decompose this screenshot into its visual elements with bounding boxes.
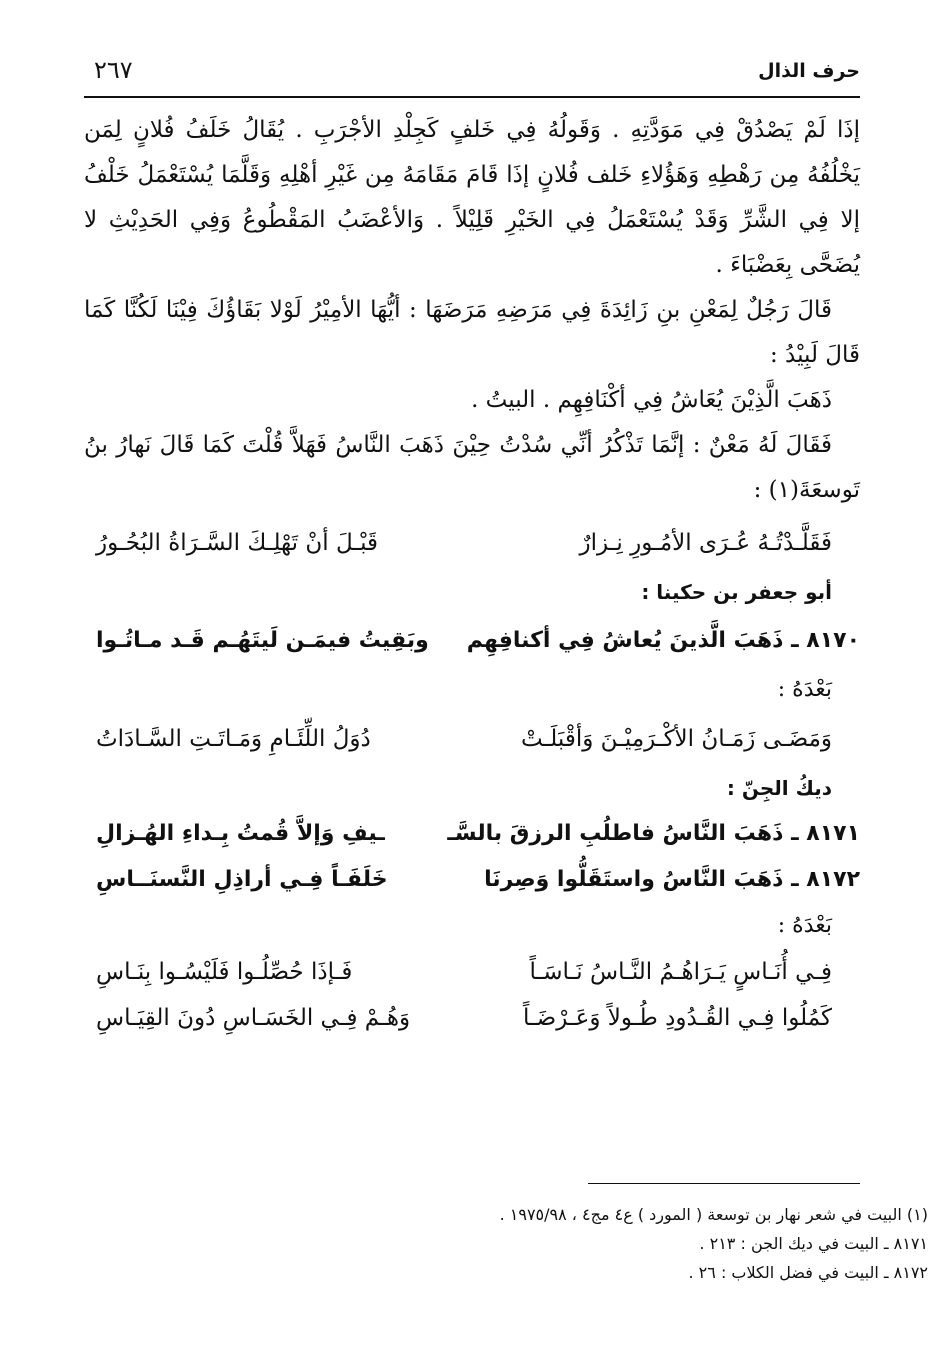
- footnote: ٨١٧٢ ـ البيت في فضل الكلاب : ٢٦ .: [688, 1263, 928, 1282]
- verse-first-hemistich: فَقَلَّـدْتُـهُ عُـرَى الأمُـورِ نِـزارٌ: [579, 530, 832, 556]
- verse-second-hemistich: قَبْـلَ أنْ تَهْلِـكَ السَّـرَاةُ البُحُـورُ: [96, 530, 379, 556]
- page-header: [84, 44, 860, 92]
- verse-second-hemistich: دُوَلُ اللِّئَـامِ وَمَـاتَـتِ السَّـادَاتُ: [96, 726, 371, 752]
- quoted-hemistich: ذَهَبَ الَّذِيْنَ يُعَاشُ فِي أكْنَافِهِم . البيتُ .: [471, 387, 832, 413]
- poet-name: أبو جعفر بن حكينا :: [641, 580, 832, 604]
- verse-first-hemistich: ٨١٧٠ ـ ذَهَبَ الَّذينَ يُعاشُ فِي أكنافِهِم: [466, 628, 860, 653]
- after-label: بَعْدَهُ :: [777, 677, 832, 702]
- footnote: ٨١٧١ ـ البيت في ديك الجن : ٢١٣ .: [699, 1234, 928, 1253]
- after-label: بَعْدَهُ :: [777, 913, 832, 938]
- footnote: (١) البيت في شعر نهار بن توسعة ( المورد ) ع٤ مج٤ ، ١٩٧٥/٩٨ .: [499, 1205, 928, 1224]
- main-text: [84, 108, 860, 1041]
- book-page: [84, 44, 860, 1031]
- verse-first-hemistich: ٨١٧٢ ـ ذَهَبَ النَّاسُ واستَقَلُّوا وَصِرنَا: [484, 867, 860, 892]
- verse-line: [84, 811, 860, 857]
- verse-second-hemistich: فَـإذَا حُصِّلُـوا فَلَيْسُـوا بِنَـاسِ: [96, 959, 353, 985]
- paragraph: فَقَالَ لَهُ مَعْنٌ : إنَّمَا تَذْكُرُ أنِّي سُدْتُ حِيْنَ ذَهَبَ النَّاسُ فَهَلاَّ قُلْتَ كَمَا قَالَ نَهارُ بنُ تَوسعَةَ(١) :: [84, 432, 860, 503]
- verse-first-hemistich: كَمُلُوا فِـي القُـدُودِ طُـولاً وَعَـرْضَـاً: [522, 1005, 832, 1031]
- paragraph: قَالَ رَجُلٌ لِمَعْنِ بنِ زَائِدَةَ فِي مَرَضِهِ مَرَضَهَا : أيُّهَا الأمِيْرُ لَوْلا بَقَاؤُكَ فِيْنَا لَكُنَّا كَمَا قَالَ لَبِيْدُ :: [84, 297, 860, 368]
- verse-line: [84, 995, 860, 1041]
- verse-line: [84, 713, 860, 765]
- verse-line: [84, 949, 860, 995]
- verse-line: [84, 513, 860, 569]
- verse-first-hemistich: فِـي أُنَـاسٍ يَـرَاهُـمُ النَّـاسُ نَـاسَـاً: [529, 959, 832, 985]
- verse-line: [84, 615, 860, 667]
- chapter-title: حرف الذال: [758, 60, 860, 82]
- footnote-rule: [588, 1183, 860, 1184]
- verse-second-hemistich: خَلَفَـاً فِـي أراذِلِ النَّسنَــاسِ: [96, 867, 388, 892]
- header-rule: [84, 96, 860, 98]
- verse-first-hemistich: ٨١٧١ ـ ذَهَبَ النَّاسُ فاطلُبِ الرزقَ بالسَّـ: [447, 821, 860, 846]
- footnotes: [500, 1200, 928, 1287]
- page-number: ٢٦٧: [94, 56, 133, 84]
- paragraph: إذَا لَمْ يَصْدُقْ فِي مَوَدَّتِهِ . وَقَولُهُ فِي خَلفٍ كَجِلْدِ الأجْرَبِ . يُقَالُ خَلَفُ فُلانٍ لِمَن يَخْلُفُهُ مِن رَهْطِهِ وَهَؤُلاءِ خَلف فُلانٍ إذَا قَامَ مَقَامَهُ مِن غَيْرِ أهْلِهِ وَقَلَّمَا يُسْتَعْمَلُ خَلْفُ إلا فِي الشَّرِّ وَقَدْ يُسْتَعْمَلُ فِي الخَيْرِ قَلِيْلاً . وَالأعْضَبُ المَقْطُوعُ وَفِي الحَدِيْثِ لا يُضَحَّى بِعَضْبَاءَ .: [84, 117, 860, 278]
- verse-first-hemistich: وَمَضَـى زَمَـانُ الأكْـرَمِيْـنَ وَأقْبَلَـتْ: [520, 726, 832, 752]
- verse-second-hemistich: ـيفِ وَإلاَّ قُمتُ بِـداءِ الهُـزالِ: [96, 821, 385, 846]
- verse-second-hemistich: وَهُـمْ فِـي الخَسَـاسِ دُونَ القِيَـاسِ: [96, 1005, 411, 1031]
- verse-line: [84, 857, 860, 903]
- poet-name: ديكُ الجِنّ :: [726, 776, 832, 800]
- verse-second-hemistich: وبَقِيتُ فيمَـن لَيتَهُـم قَـد مـاتُـوا: [96, 628, 429, 653]
